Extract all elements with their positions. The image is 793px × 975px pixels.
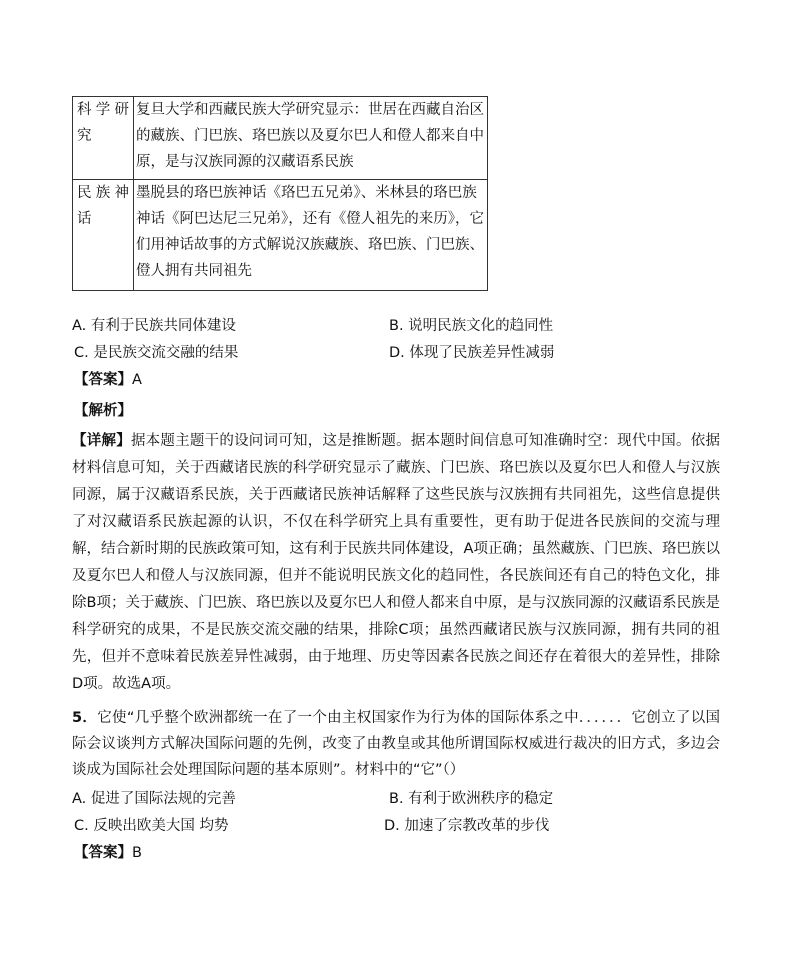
question-text: 它使“几乎整个欧洲都统一在了一个由主权国家作为行为体的国际体系之中．．．．．．它创立了以国际会议谈判方式解决国际问题的先例，改变了由教皇或其他所谓国际权威进行裁决的旧方式，多边会谈成为国际社会处理国际问题的基本原则”。材料中的“它”（） xyxy=(72,710,721,778)
q4-detail-paragraph xyxy=(72,428,720,698)
q4-answer xyxy=(74,370,142,390)
answer-value: B xyxy=(132,845,142,861)
detail-text: 据本题主题干的设问词可知，这是推断题。据本题时间信息可知准确时空：现代中国。依据材料信息可知，关于西藏诸民族的科学研究显示了藏族、门巴族、珞巴族以及夏尔巴人和僜人与汉族同源，属于汉藏语系民族，关于西藏诸民族神话解释了这些民族与汉族拥有共同祖先，这些信息提供了对汉藏语系民族起源的认识，不仅在科学研究上具有重要性，更有助于促进各民族间的交流与理解，结合新时期的民族政策可知，这有利于民族共同体建设，A项正确；虽然藏族、门巴族、珞巴族以及夏尔巴人和僜人与汉族同源，但并不能说明民族文化的趋同性，各民族间还有自己的特色文化，排除B项；关于藏族、门巴族、珞巴族以及夏尔巴人和僜人都来自中原，是与汉族同源的汉藏语系民族是科学研究的成果，不是民族交流交融的结果，排除C项；虽然西藏诸民族与汉族同源，拥有共同的祖先，但并不意味着民族差异性减弱，由于地理、历史等因素各民族之间还存在着很大的差异性，排除D项。故选A项。 xyxy=(72,433,721,692)
row-content: 墨脱县的珞巴族神话《珞巴五兄弟》、米林县的珞巴族神话《阿巴达尼三兄弟》，还有《僜人祖先的来历》，它们用神话故事的方式解说汉族藏族、珞巴族、门巴族、僜人拥有共同祖先 xyxy=(134,180,488,291)
answer-tag: 【答案】 xyxy=(74,372,132,388)
q5-option-b: B. 有利于欧洲秩序的稳定 xyxy=(389,791,554,807)
question-number: 5． xyxy=(72,710,98,726)
analysis-tag: 【解析】 xyxy=(74,403,132,419)
table-row xyxy=(73,180,488,291)
detail-tag: 【详解】 xyxy=(72,433,131,449)
q5-stem xyxy=(72,705,720,783)
material-table xyxy=(72,96,488,291)
row-label: 民族神话 xyxy=(73,180,134,291)
row-content: 复旦大学和西藏民族大学研究显示：世居在西藏自治区的藏族、门巴族、珞巴族以及夏尔巴人和僜人都来自中原，是与汉族同源的汉藏语系民族 xyxy=(134,97,488,180)
q4-option-c: C. 是民族交流交融的结果 xyxy=(74,345,239,361)
q4-option-d: D. 体现了民族差异性减弱 xyxy=(389,345,555,361)
q4-option-b: B. 说明民族文化的趋同性 xyxy=(389,318,554,334)
q4-analysis-heading xyxy=(74,401,132,421)
q5-option-a: A. 促进了国际法规的完善 xyxy=(72,791,236,807)
q5-option-d: D. 加速了宗教改革的步伐 xyxy=(384,818,550,834)
q4-option-a: A. 有利于民族共同体建设 xyxy=(72,318,236,334)
q5-answer xyxy=(74,843,142,863)
answer-tag: 【答案】 xyxy=(74,845,132,861)
row-label: 科学研究 xyxy=(73,97,134,180)
answer-value: A xyxy=(132,372,142,388)
q5-option-c: C. 反映出欧美大国 均势 xyxy=(74,818,229,834)
table-row xyxy=(73,97,488,180)
